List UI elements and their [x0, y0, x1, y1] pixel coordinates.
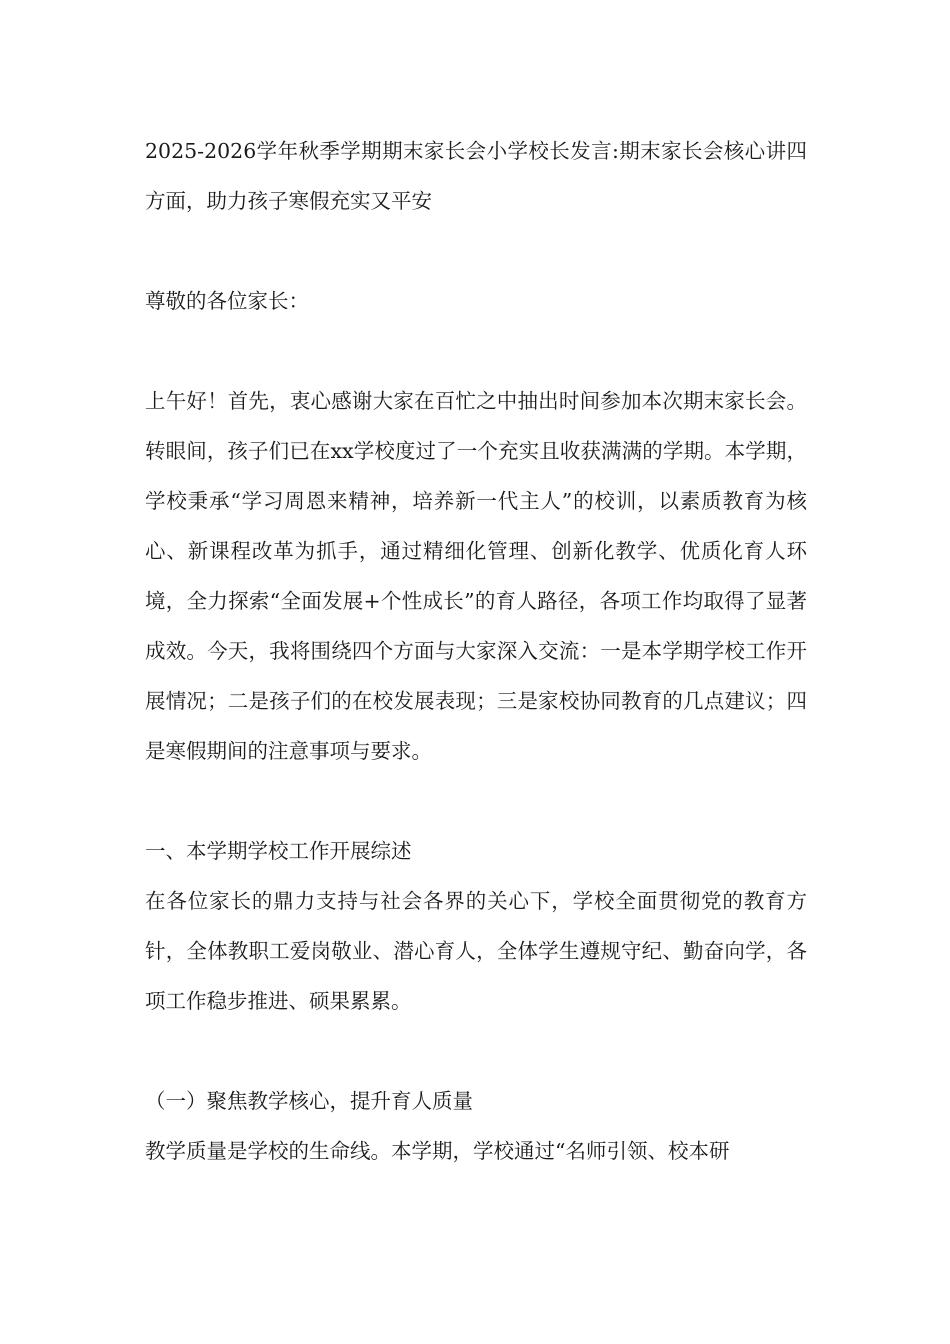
salutation: 尊敬的各位家长： — [145, 289, 309, 313]
document-title: 2025-2026学年秋季学期期末家长会小学校长发言:期末家长会核心讲四方面，助力孩子寒假充实又平安 — [145, 139, 807, 213]
section-body-1: 在各位家长的鼎力支持与社会各界的关心下，学校全面贯彻党的教育方针，全体教职工爱岗敬业、潜心育人，全体学生遵规守纪、勤奋向学，各项工作稳步推进、硕果累累。 — [145, 889, 807, 1013]
subsection-heading-1: （一）聚焦教学核心，提升育人质量 — [145, 1089, 473, 1113]
intro-paragraph: 上午好！首先，衷心感谢大家在百忙之中抽出时间参加本次期末家长会。转眼间，孩子们已在xx学校度过了一个充实且收获满满的学期。本学期，学校秉承“学习周恩来精神，培养新一代主人”的校训，以素质教育为核心、新课程改革为抓手，通过精细化管理、创新化教学、优质化育人环境，全力探索“全面发展+个性成长”的育人路径，各项工作均取得了显著成效。今天，我将围绕四个方面与大家深入交流：一是本学期学校工作开展情况；二是孩子们的在校发展表现；三是家校协同教育的几点建议；四是寒假期间的注意事项与要求。 — [145, 389, 807, 763]
section-heading-1: 一、本学期学校工作开展综述 — [145, 839, 412, 863]
document-body — [145, 126, 807, 1176]
subsection-body-1: 教学质量是学校的生命线。本学期，学校通过“名师引领、校本研 — [145, 1139, 730, 1163]
